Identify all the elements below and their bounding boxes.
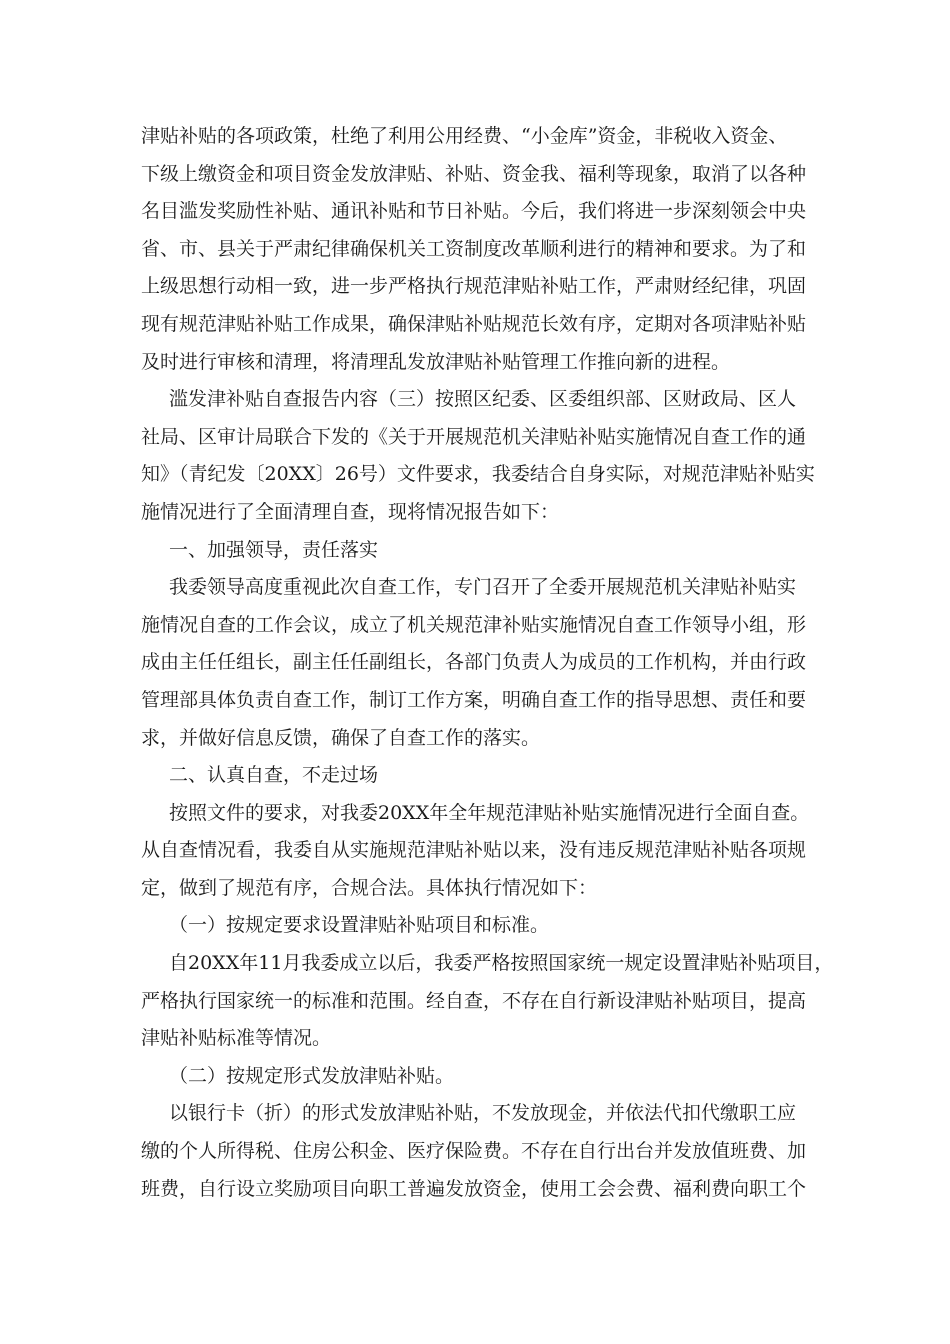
paragraph-line: 成由主任任组长，副主任任副组长，各部门负责人为成员的工作机构，并由行政 xyxy=(141,651,807,674)
paragraph-line: 现有规范津贴补贴工作成果，确保津贴补贴规范长效有序，定期对各项津贴补贴 xyxy=(141,312,807,335)
paragraph-line: 严格执行国家统一的标准和范围。经自查，不存在自行新设津贴补贴项目，提高 xyxy=(141,989,807,1012)
paragraph-line: 管理部具体负责自查工作，制订工作方案，明确自查工作的指导思想、责任和要 xyxy=(141,688,807,711)
paragraph-line: 我委领导高度重视此次自查工作，专门召开了全委开展规范机关津贴补贴实 xyxy=(169,576,797,599)
paragraph-line: 缴的个人所得税、住房公积金、医疗保险费。不存在自行出台并发放值班费、加 xyxy=(141,1140,807,1163)
paragraph-line: 知》（青纪发〔20XX〕26号）文件要求，我委结合自身实际，对规范津贴补贴实 xyxy=(141,463,815,486)
paragraph-line: 自20XX年11月我委成立以后，我委严格按照国家统一规定设置津贴补贴项目， xyxy=(169,952,834,975)
paragraph-line: 社局、区审计局联合下发的《关于开展规范机关津贴补贴实施情况自查工作的通 xyxy=(141,425,807,448)
paragraph-line: 津贴补贴的各项政策，杜绝了利用公用经费、“小金库”资金，非税收入资金、 xyxy=(141,125,788,147)
document-body xyxy=(141,118,834,1208)
paragraph-line: 求，并做好信息反馈，确保了自查工作的落实。 xyxy=(141,726,541,749)
paragraph-line: 及时进行审核和清理，将清理乱发放津贴补贴管理工作推向新的进程。 xyxy=(141,350,731,373)
paragraph-line: 施情况自查的工作会议，成立了机关规范津补贴实施情况自查工作领导小组，形 xyxy=(141,613,807,636)
subsection-heading: （一）按规定要求设置津贴补贴项目和标准。 xyxy=(169,914,550,937)
subsection-heading: （二）按规定形式发放津贴补贴。 xyxy=(169,1064,455,1087)
paragraph-line: 省、市、县关于严肃纪律确保机关工资制度改革顺利进行的精神和要求。为了和 xyxy=(141,237,807,260)
paragraph-line: 名目滥发奖励性补贴、通讯补贴和节日补贴。今后，我们将进一步深刻领会中央 xyxy=(141,200,807,223)
paragraph-line: 津贴补贴标准等情况。 xyxy=(141,1027,332,1050)
paragraph-line: 班费，自行设立奖励项目向职工普遍发放资金，使用工会会费、福利费向职工个 xyxy=(141,1177,807,1200)
section-heading: 二、认真自查，不走过场 xyxy=(169,764,379,787)
section-heading: 一、加强领导，责任落实 xyxy=(169,538,379,561)
paragraph-line: 按照文件的要求，对我委20XX年全年规范津贴补贴实施情况进行全面自查。 xyxy=(169,801,810,824)
paragraph-line: 从自查情况看，我委自从实施规范津贴补贴以来，没有违反规范津贴补贴各项规 xyxy=(141,839,807,862)
paragraph-line: 下级上缴资金和项目资金发放津贴、补贴、资金我、福利等现象，取消了以各种 xyxy=(141,162,807,185)
paragraph-line: 定，做到了规范有序，合规合法。具体执行情况如下： xyxy=(141,876,598,899)
paragraph-line: 施情况进行了全面清理自查，现将情况报告如下： xyxy=(141,500,560,523)
paragraph-line: 上级思想行动相一致，进一步严格执行规范津贴补贴工作，严肃财经纪律，巩固 xyxy=(141,275,807,298)
paragraph-line: 以银行卡（折）的形式发放津贴补贴，不发放现金，并依法代扣代缴职工应 xyxy=(169,1102,797,1125)
paragraph-line: 滥发津补贴自查报告内容（三）按照区纪委、区委组织部、区财政局、区人 xyxy=(169,388,797,411)
